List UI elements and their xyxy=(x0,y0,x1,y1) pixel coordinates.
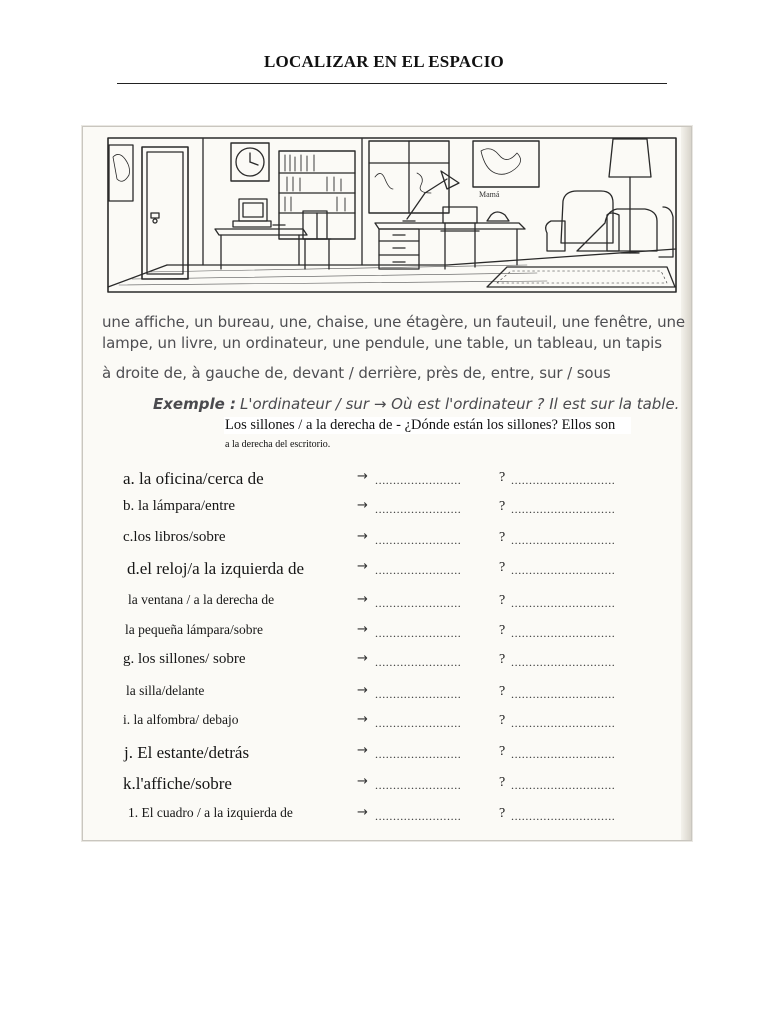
spanish-example-line-2: a la derecha del escritorio. xyxy=(225,439,331,450)
computer-desk xyxy=(215,199,307,269)
exercise-prompt: i. la alfombra/ debajo xyxy=(123,712,239,727)
exercise-row xyxy=(83,498,683,524)
answer-blank-question[interactable]: ........................ xyxy=(375,502,462,516)
clock xyxy=(231,143,269,181)
answer-blank-question[interactable]: ........................ xyxy=(375,655,462,669)
answer-blank-response[interactable]: ............................. xyxy=(511,747,616,761)
sign-text: Mamá xyxy=(479,190,500,199)
exercise-row xyxy=(83,743,683,769)
vocabulary-line-1: une affiche, un bureau, une, chaise, une étagère, un fauteuil, une fenêtre, une xyxy=(102,313,686,331)
exercise-prompt: la ventana / a la derecha de xyxy=(128,592,275,607)
question-mark: ? xyxy=(499,775,506,790)
answer-blank-response[interactable]: ............................. xyxy=(511,563,616,577)
example-line xyxy=(153,395,679,414)
exercise-prompt: k.l'affiche/sobre xyxy=(123,774,232,793)
answer-blank-question[interactable]: ........................ xyxy=(375,596,462,610)
question-mark: ? xyxy=(499,623,506,638)
arrow-icon: → xyxy=(357,529,368,544)
exercise-row xyxy=(83,559,683,585)
answer-blank-question[interactable]: ........................ xyxy=(375,747,462,761)
floor-lamp xyxy=(609,139,651,253)
arrow-icon: → xyxy=(357,498,368,513)
answer-blank-question[interactable]: ........................ xyxy=(375,563,462,577)
scanned-worksheet xyxy=(82,126,692,841)
answer-blank-question[interactable]: ........................ xyxy=(375,473,462,487)
exercise-row xyxy=(83,529,683,555)
prepositions-line: à droite de, à gauche de, devant / derrière, près de, entre, sur / sous xyxy=(102,364,611,382)
answer-blank-question[interactable]: ........................ xyxy=(375,626,462,640)
armchairs xyxy=(546,191,673,257)
question-mark: ? xyxy=(499,560,506,575)
question-mark: ? xyxy=(499,470,506,485)
arrow-icon: → xyxy=(357,743,368,758)
question-mark: ? xyxy=(499,593,506,608)
vocabulary-line-2: lampe, un livre, un ordinateur, une pendule, une table, un tableau, un tapis xyxy=(102,334,662,352)
answer-blank-response[interactable]: ............................. xyxy=(511,533,616,547)
answer-blank-question[interactable]: ........................ xyxy=(375,716,462,730)
title-underline xyxy=(117,83,667,84)
arrow-icon: → xyxy=(357,683,368,698)
exercise-prompt: g. los sillones/ sobre xyxy=(123,651,246,667)
exercise-row xyxy=(83,683,683,709)
exercise-prompt: c.los libros/sobre xyxy=(123,529,226,545)
page-title: LOCALIZAR EN EL ESPACIO xyxy=(264,52,504,71)
answer-blank-question[interactable]: ........................ xyxy=(375,687,462,701)
answer-blank-response[interactable]: ............................. xyxy=(511,778,616,792)
answer-blank-response[interactable]: ............................. xyxy=(511,809,616,823)
affiche xyxy=(109,145,133,201)
arrow-icon: → xyxy=(357,559,368,574)
answer-blank-response[interactable]: ............................. xyxy=(511,716,616,730)
question-mark: ? xyxy=(499,530,506,545)
answer-blank-question[interactable]: ........................ xyxy=(375,778,462,792)
main-desk xyxy=(375,212,525,269)
question-mark: ? xyxy=(499,806,506,821)
question-mark: ? xyxy=(499,499,506,514)
arrow-icon: → xyxy=(357,712,368,727)
answer-blank-response[interactable]: ............................. xyxy=(511,655,616,669)
desk-chair xyxy=(441,207,479,269)
rug xyxy=(487,267,675,287)
exercise-prompt: a. la oficina/cerca de xyxy=(123,469,264,488)
exercise-row xyxy=(83,592,683,618)
answer-blank-question[interactable]: ........................ xyxy=(375,809,462,823)
answer-blank-response[interactable]: ............................. xyxy=(511,502,616,516)
exercise-prompt: la silla/delante xyxy=(126,683,205,698)
answer-blank-response[interactable]: ............................. xyxy=(511,473,616,487)
answer-blank-question[interactable]: ........................ xyxy=(375,533,462,547)
exercise-row xyxy=(83,774,683,800)
example-text: L'ordinateur / sur → Où est l'ordinateur ? Il est sur la table. xyxy=(240,395,680,413)
answer-blank-response[interactable]: ............................. xyxy=(511,596,616,610)
spanish-example-line-1: Los sillones / a la derecha de - ¿Dónde están los sillones? Ellos son xyxy=(224,417,631,434)
door xyxy=(142,147,188,279)
room-illustration xyxy=(107,137,677,295)
arrow-icon: → xyxy=(357,592,368,607)
bookshelf xyxy=(279,151,355,239)
arrow-icon: → xyxy=(357,805,368,820)
question-mark: ? xyxy=(499,713,506,728)
exercise-row xyxy=(83,712,683,738)
exercise-prompt: 1. El cuadro / a la izquierda de xyxy=(128,805,293,820)
example-label: Exemple : xyxy=(153,395,236,413)
tableau xyxy=(473,141,539,187)
exercise-prompt: d.el reloj/a la izquierda de xyxy=(127,559,304,578)
arrow-icon: → xyxy=(357,651,368,666)
exercise-row xyxy=(83,469,683,495)
exercise-prompt: j. El estante/detrás xyxy=(124,743,250,762)
question-mark: ? xyxy=(499,684,506,699)
question-mark: ? xyxy=(499,652,506,667)
answer-blank-response[interactable]: ............................. xyxy=(511,687,616,701)
exercise-prompt: b. la lámpara/entre xyxy=(123,498,236,514)
exercise-row xyxy=(83,622,683,648)
answer-blank-response[interactable]: ............................. xyxy=(511,626,616,640)
arrow-icon: → xyxy=(357,774,368,789)
exercise-row xyxy=(83,805,683,831)
question-mark: ? xyxy=(499,744,506,759)
exercise-row xyxy=(83,651,683,677)
window xyxy=(369,141,449,213)
arrow-icon: → xyxy=(357,469,368,484)
telephone xyxy=(487,212,509,221)
exercise-prompt: la pequeña lámpara/sobre xyxy=(125,622,263,637)
arrow-icon: → xyxy=(357,622,368,637)
